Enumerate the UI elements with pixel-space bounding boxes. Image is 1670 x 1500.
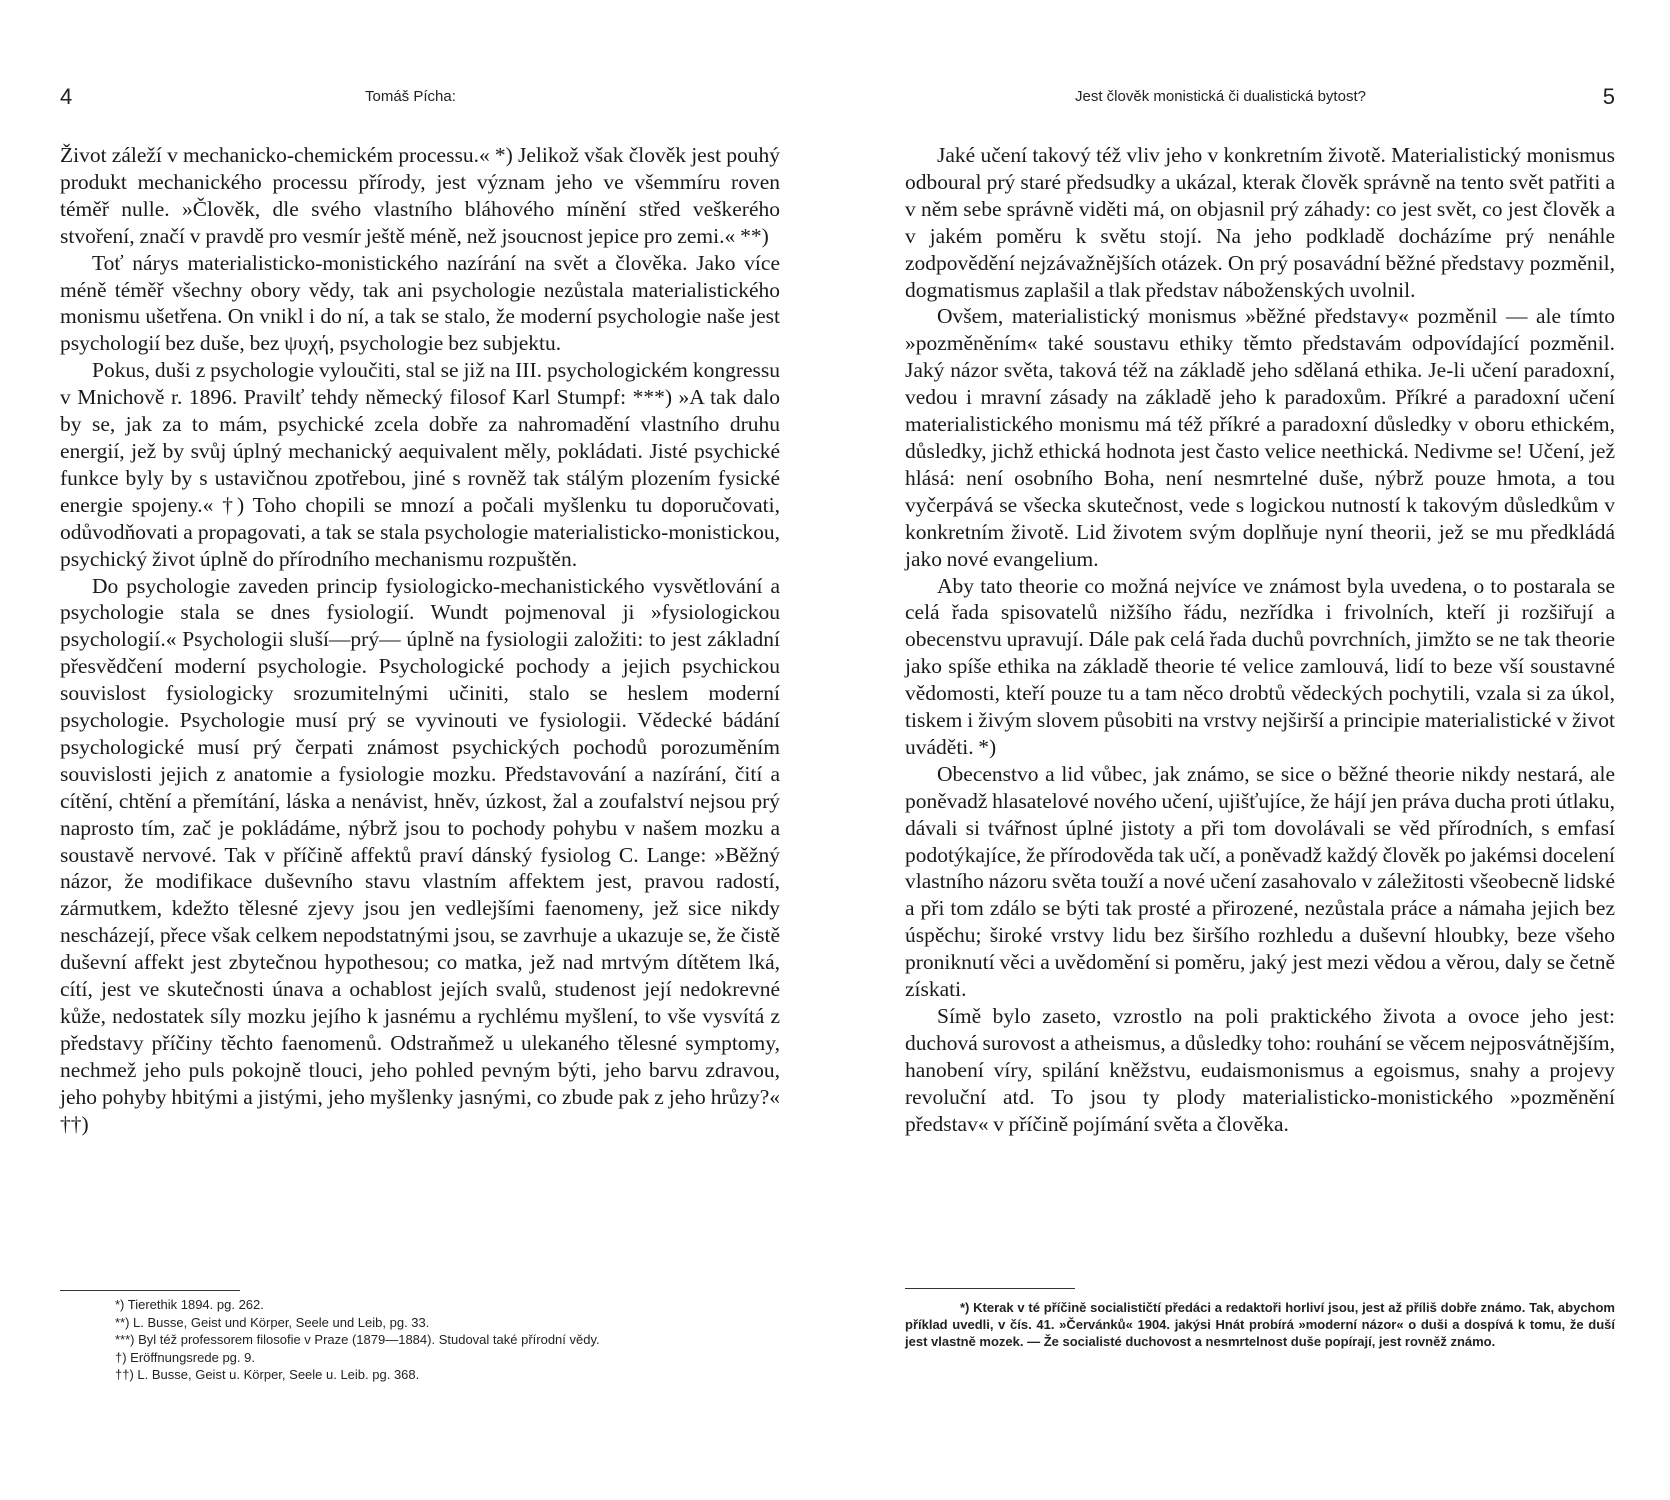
right-paragraph-5: Símě bylo zaseto, vzrostlo na poli praktického života a ovoce jeho jest: duchová surovost a atheismus, a důsledky toho: rouhání se věcem nejposvátnějším, hanobení víry, spilání kněžstvu, eudaismonismus a egoismus, snahy a projevy revoluční atd. To jsou ty plody materialisticko-monistického »pozměnění představ« v příčině pojímání světa a člověka. [905, 1004, 1615, 1136]
left-running-head [60, 84, 780, 112]
left-footnotes [60, 1296, 780, 1384]
left-footnote-5: ††) L. Busse, Geist u. Körper, Seele u. Leib. pg. 368. [115, 1367, 420, 1382]
left-footnote-4: †) Eröffnungsrede pg. 9. [115, 1349, 255, 1365]
right-page [905, 0, 1615, 1500]
left-footnote-3: ***) Byl též professorem filosofie v Praze (1879—1884). Studoval také přírodní vědy. [115, 1332, 600, 1347]
right-running-head-text: Jest člověk monistická či dualistická bytost? [1075, 88, 1366, 105]
right-footnote-rule [905, 1288, 1075, 1289]
right-footnotes [905, 1300, 1615, 1350]
left-footnote-rule [60, 1290, 240, 1291]
left-paragraph-2: Toť nárys materialisticko-monistického nazírání na svět a člověka. Jako více méně téměř všechny obory vědy, tak ani psychologie nezůstala materialistického monismu ušetřena. On vnikl i do ní, a tak se stalo, že moderní psychologie naše jest psychologií bez duše, bez ψυχή, psychologie bez subjektu. [60, 250, 780, 356]
right-paragraph-2: Ovšem, materialistický monismus »běžné představy« pozměnil — ale tímto »pozměněním« také soustavu ethiky těmto představám odpovídající pozměnil. Jaký názor světa, taková též na základě jeho sdělaná ethika. Je-li učení paradoxní, vedou i mravní zásady na základě jeho k paradoxům. Příkré a paradoxní učení materialistického monismu má též příkré a paradoxní důsledky v oboru ethickém, důsledky, jichž ethická hodnota jest často velice neethická. Nedivme se! Učení, jež hlásá: není osobního Boha, není nesmrtelné duše, nýbrž pouze hmota, a tou vyčerpává se všecka skutečnost, vede s logickou nutností k takovým důsledkům v konkretním životě. Lid životem svým doplňuje nyní theorii, jež se mu předkládá jako nové evangelium. [905, 304, 1615, 571]
left-footnote-1: *) Tierethik 1894. pg. 262. [115, 1297, 264, 1312]
right-running-head [905, 84, 1615, 112]
left-paragraph-1: Život záleží v mechanicko-chemickém processu.« *) Jelikož však člověk jest pouhý produkt mechanického processu přírody, jest význam jeho ve všemmíru roven téměř nulle. »Člověk, dle svého vlastního bláhového mínění střed veškerého stvoření, značí v pravdě pro vesmír ještě méně, než jsoucnost jepice pro zemi.« **) [60, 143, 780, 248]
right-page-number: 5 [1602, 84, 1615, 109]
right-paragraph-1: Jaké učení takový též vliv jeho v konkretním životě. Materialistický monismus odboural prý staré předsudky a ukázal, kterak člověk správně na tento svět patřiti a v něm sebe správně viděti má, on objasnil prý záhady: co jest svět, co jest člověk a v jakém poměru k světu stojí. Na jeho podkladě docházíme prý nenáhle zodpovědění nejzávažnějších otázek. On prý posavádní běžné představy pozměnil, dogmatismus zaplašil a tlak představ náboženských uvolnil. [905, 143, 1615, 302]
left-footnote-2: **) L. Busse, Geist und Körper, Seele und Leib, pg. 33. [115, 1314, 430, 1330]
left-paragraph-3: Pokus, duši z psychologie vyloučiti, stal se již na III. psychologickém kongressu v Mnichově r. 1896. Pravilť tehdy německý filosof Karl Stumpf: ***) »A tak dalo by se, jak za to mám, psychické zcela dobře za nahromadění vlastního druhu energií, jež by svůj úplný mechanický aequivalent měly, pokládati. Jisté psychické funkce byly by s ustavičnou zpotřebou, jiné s rovněž tak stálým plozením fysické energie spojeny.« †) Toho chopili se mnozí a počali myšlenku tu doporučovati, odůvodňovati a propagovati, a tak se stala psychologie materialisticko-monistickou, psychický život úplně do přírodního mechanismu rozpuštěn. [60, 358, 780, 571]
left-paragraph-4: Do psychologie zaveden princip fysiologicko-mechanistického vysvětlování a psychologie stala se dnes fysiologií. Wundt pojmenoval ji »fysiologickou psychologií.« Psychologii sluší—prý— úplně na fysiologii založiti: to jest základní přesvědčení moderní psychologie. Psychologické pochody a jejich psychickou souvislost fysiologicky srozumitelnými učiniti, stalo se heslem moderní psychologie. Psychologie musí prý se vyvinouti ve fysiologii. Vědecké bádání psychologické musí prý čerpati známost psychických pochodů porozuměním souvislosti jejich z anatomie a fysiologie mozku. Představování a nazírání, čití a cítění, chtění a přemítání, láska a nenávist, hněv, úzkost, žal a zoufalství nejsou prý naprosto tím, zač je pokládáme, nýbrž jsou to pochody pohybu v našem mozku a soustavě nervové. Tak v příčině affektů praví dánský fysiolog C. Lange: »Běžný názor, že modifikace duševního stavu vlastním affektem jest, pravou radostí, zármutkem, kdežto tělesné zjevy jsou jen vedlejšími faenomeny, jež sice nikdy nescházejí, přece však celkem nepodstatnými jsou, se zavrhuje a ukazuje se, že čistě duševní affekt jest zbytečnou hypothesou; co matka, jež nad mrtvým dítětem lká, cítí, jest ve skutečnosti únava a ochablost jejích svalů, studenost její nedokrevné kůže, nedostatek síly mozku jejího k jasnému a rychlému myšlení, to vše vysvítá z představy příčiny těchto faenomenů. Odstraňmež u ulekaného tělesné symptomy, nechmež jeho puls pokojně tlouci, jeho pohled pevným býti, jeho barvu zdravou, jeho pohyby hbitými a jistými, jeho myšlenky jasnými, co zbude pak z jeho hrůzy?« ††) [60, 573, 780, 1136]
left-running-head-text: Tomáš Pícha: [365, 88, 456, 105]
left-page [60, 0, 780, 1500]
right-paragraph-3: Aby tato theorie co možná nejvíce ve známost byla uvedena, o to postarala se celá řada spisovatelů nižšího řádu, nezřídka i frivolních, kteří ji rozšiřují a obecenstvu upravují. Dále pak celá řada duchů povrchních, jimžto se ne tak theorie jako spíše ethika na základě theorie té velice zamlouvá, lidí to beze vší soustavné vědomosti, kteří pouze tu a tam něco drobtů vědeckých pochytili, vzala si za úkol, tiskem i živým slovem působiti na vrstvy nejširší a principie materialistické v život uváděti. *) [905, 573, 1615, 759]
right-body-text [905, 142, 1615, 1138]
left-page-number: 4 [60, 84, 73, 109]
right-footnote-1: *) Kterak v té příčině socialističtí předáci a redaktoři horliví jsou, jest až příliš dobře známo. Tak, abychom příklad uvedli, v čís. 41. »Červánků« 1904. jakýsi Hnát probírá »moderní názor« o duši a dospívá k tomu, že duší jest vlastně mozek. — Že socialisté duchovost a nesmrtelnost duše popírají, jest rovněž známo. [905, 1300, 1615, 1349]
left-body-text [60, 142, 780, 1138]
right-paragraph-4: Obecenstvo a lid vůbec, jak známo, se sice o běžné theorie nikdy nestará, ale poněvadž hlasatelové nového učení, ujišťujíce, že hájí jen práva ducha proti útlaku, dávali si tvářnost úplné jistoty a při tom dovolávali se věd přírodních, s emfasí podotýkajíce, že přírodověda tak učí, a poněvadž každý člověk po jakémsi docelení vlastního názoru světa touží a nové učení zasahovalo v záležitosti všeobecně lidské a při tom zdálo se býti tak prosté a přirozené, nezůstala práce a námaha jejich bez úspěchu; široké vrstvy lidu bez širšího rozhledu a duševní hloubky, beze všeho proniknutí věci a uvědomění si poměru, jaký jest mezi vědou a věrou, daly se četně získati. [905, 761, 1615, 1002]
